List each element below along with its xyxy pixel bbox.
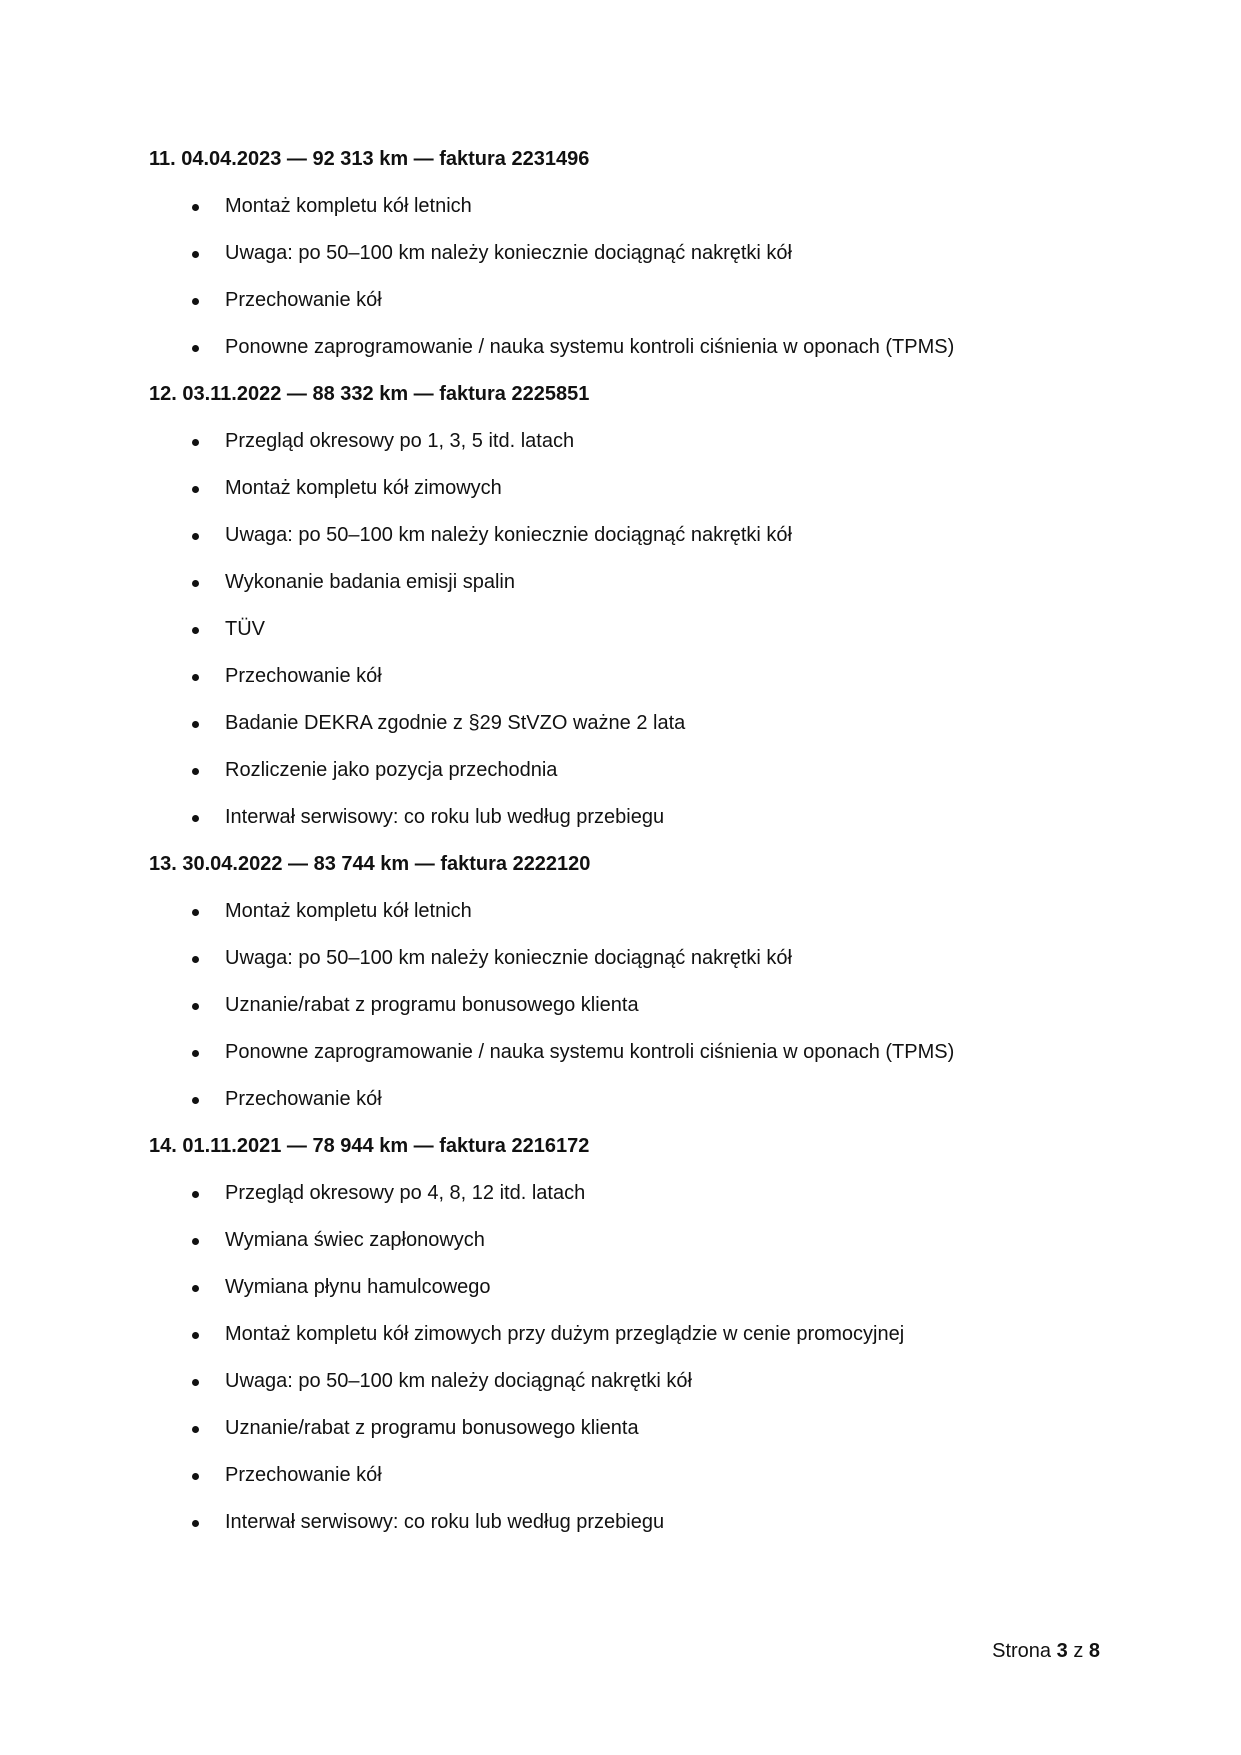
service-item-text: Interwał serwisowy: co roku lub według przebiegu xyxy=(225,806,665,828)
service-item-text: Badanie DEKRA zgodnie z §29 StVZO ważne 2 lata xyxy=(225,712,686,734)
bullet-icon xyxy=(192,533,199,540)
service-entry-heading: 12. 03.11.2022 — 88 332 km — faktura 2225851 xyxy=(149,383,590,405)
service-entry xyxy=(149,1130,1109,1553)
service-item xyxy=(149,942,1109,989)
service-item xyxy=(149,190,1109,237)
service-item xyxy=(149,989,1109,1036)
service-item xyxy=(149,1177,1109,1224)
service-item-list xyxy=(149,190,1109,378)
bullet-icon xyxy=(192,1285,199,1292)
bullet-icon xyxy=(192,439,199,446)
total-page-count: 8 xyxy=(1088,1640,1100,1662)
bullet-icon xyxy=(192,298,199,305)
service-item-text: Montaż kompletu kół zimowych przy dużym przeglądzie w cenie promocyjnej xyxy=(225,1323,905,1345)
service-item-text: Montaż kompletu kół letnich xyxy=(225,900,472,922)
service-item xyxy=(149,1036,1109,1083)
service-item-text: Uwaga: po 50–100 km należy koniecznie dociągnąć nakrętki kół xyxy=(225,242,793,264)
service-item xyxy=(149,237,1109,284)
service-item-text: Wymiana świec zapłonowych xyxy=(225,1229,485,1251)
bullet-icon xyxy=(192,1238,199,1245)
service-item xyxy=(149,472,1109,519)
service-item-text: Przegląd okresowy po 4, 8, 12 itd. latach xyxy=(225,1182,586,1204)
service-item xyxy=(149,613,1109,660)
page-label: Strona xyxy=(992,1640,1052,1662)
service-item-text: Uwaga: po 50–100 km należy dociągnąć nakrętki kół xyxy=(225,1370,692,1392)
bullet-icon xyxy=(192,909,199,916)
service-item xyxy=(149,1412,1109,1459)
service-entry xyxy=(149,378,1109,848)
bullet-icon xyxy=(192,1473,199,1480)
service-item-text: Ponowne zaprogramowanie / nauka systemu kontroli ciśnienia w oponach (TPMS) xyxy=(225,1041,955,1063)
bullet-icon xyxy=(192,345,199,352)
bullet-icon xyxy=(192,1097,199,1104)
service-item xyxy=(149,895,1109,942)
service-item xyxy=(149,566,1109,613)
service-item-text: Przegląd okresowy po 1, 3, 5 itd. latach xyxy=(225,430,575,452)
service-item xyxy=(149,519,1109,566)
bullet-icon xyxy=(192,627,199,634)
service-entry-heading: 13. 30.04.2022 — 83 744 km — faktura 2222120 xyxy=(149,853,591,875)
bullet-icon xyxy=(192,251,199,258)
page-separator: z xyxy=(1073,1640,1084,1662)
service-item-text: Przechowanie kół xyxy=(225,1088,382,1110)
service-item-text: Montaż kompletu kół letnich xyxy=(225,195,472,217)
service-item-text: Uwaga: po 50–100 km należy koniecznie dociągnąć nakrętki kół xyxy=(225,524,793,546)
bullet-icon xyxy=(192,204,199,211)
service-item xyxy=(149,754,1109,801)
service-item-list xyxy=(149,895,1109,1130)
page-number-footer xyxy=(992,1641,1100,1661)
service-item-text: Wykonanie badania emisji spalin xyxy=(225,571,515,593)
service-history-list xyxy=(149,143,1109,1553)
service-item xyxy=(149,284,1109,331)
bullet-icon xyxy=(192,580,199,587)
bullet-icon xyxy=(192,721,199,728)
service-entry xyxy=(149,848,1109,1130)
service-item-text: Rozliczenie jako pozycja przechodnia xyxy=(225,759,558,781)
bullet-icon xyxy=(192,815,199,822)
bullet-icon xyxy=(192,486,199,493)
service-item xyxy=(149,1506,1109,1553)
service-item-text: Wymiana płynu hamulcowego xyxy=(225,1276,491,1298)
service-item-text: Przechowanie kół xyxy=(225,1464,382,1486)
bullet-icon xyxy=(192,956,199,963)
service-item xyxy=(149,660,1109,707)
service-item xyxy=(149,1083,1109,1130)
service-entry-heading: 14. 01.11.2021 — 78 944 km — faktura 2216172 xyxy=(149,1135,590,1157)
service-item xyxy=(149,801,1109,848)
service-item-text: Montaż kompletu kół zimowych xyxy=(225,477,502,499)
bullet-icon xyxy=(192,1003,199,1010)
service-item xyxy=(149,1459,1109,1506)
service-item-text: Przechowanie kół xyxy=(225,289,382,311)
bullet-icon xyxy=(192,1426,199,1433)
service-item xyxy=(149,1318,1109,1365)
service-item xyxy=(149,331,1109,378)
service-item-text: Uwaga: po 50–100 km należy koniecznie dociągnąć nakrętki kół xyxy=(225,947,793,969)
service-item-list xyxy=(149,425,1109,848)
bullet-icon xyxy=(192,674,199,681)
service-item-text: Ponowne zaprogramowanie / nauka systemu kontroli ciśnienia w oponach (TPMS) xyxy=(225,336,955,358)
service-item-text: TÜV xyxy=(225,618,265,640)
service-item xyxy=(149,707,1109,754)
bullet-icon xyxy=(192,1520,199,1527)
service-item xyxy=(149,1224,1109,1271)
bullet-icon xyxy=(192,1332,199,1339)
service-entry-heading: 11. 04.04.2023 — 92 313 km — faktura 2231496 xyxy=(149,148,590,170)
bullet-icon xyxy=(192,768,199,775)
service-entry xyxy=(149,143,1109,378)
bullet-icon xyxy=(192,1379,199,1386)
bullet-icon xyxy=(192,1191,199,1198)
service-item-text: Interwał serwisowy: co roku lub według przebiegu xyxy=(225,1511,665,1533)
service-item-list xyxy=(149,1177,1109,1553)
service-item-text: Uznanie/rabat z programu bonusowego klienta xyxy=(225,1417,639,1439)
service-item-text: Przechowanie kół xyxy=(225,665,382,687)
service-item-text: Uznanie/rabat z programu bonusowego klienta xyxy=(225,994,639,1016)
service-item xyxy=(149,425,1109,472)
bullet-icon xyxy=(192,1050,199,1057)
service-item xyxy=(149,1365,1109,1412)
service-item xyxy=(149,1271,1109,1318)
current-page-number: 3 xyxy=(1056,1640,1068,1662)
